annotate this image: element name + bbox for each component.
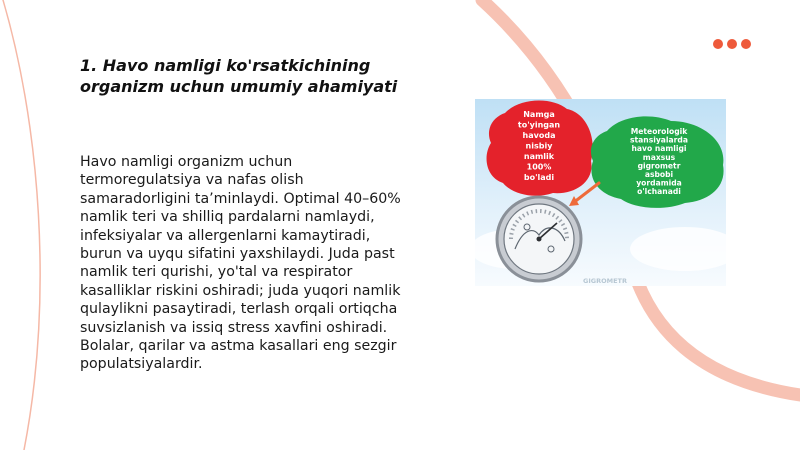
body-line: qulaylikni pasaytiradi, terlash orqali ortiqcha [80, 301, 398, 318]
bubble-line: stansiyalarda [630, 135, 688, 145]
body-line: kasalliklar riskini oshiradi; juda yuqori namlik [80, 282, 401, 299]
body-line: samaradorligini ta’minlaydi. Optimal 40–60% [80, 190, 401, 207]
body-line: Havo namligi organizm uchun [80, 154, 293, 170]
bubble-line: nisbiy [525, 141, 553, 151]
bubble-line: to'yingan [517, 120, 561, 130]
green-bubble-text [630, 127, 688, 196]
body-line: Bolalar, qarilar va astma kasallari eng sezgir [80, 338, 397, 355]
dot [727, 39, 737, 49]
dot [741, 39, 751, 49]
slide-title [80, 55, 440, 97]
dots-icon [713, 39, 751, 49]
body-line: burun va uyqu sifatini yaxshilaydi. Juda past [80, 246, 395, 263]
body-paragraph [80, 153, 450, 374]
bubble-line: bo'ladi [523, 173, 555, 182]
body-line: suvsizlanish va issiq stress xavfini oshiradi. [80, 319, 388, 336]
gauge-icon [497, 197, 581, 281]
dot [713, 39, 723, 49]
bubble-line: Namga [523, 110, 555, 119]
green-speech-bubble [591, 116, 724, 208]
bubble-line: o'lchanadi [637, 187, 681, 197]
body-line: termoregulatsiya va nafas olish [80, 172, 304, 189]
red-speech-bubble [487, 100, 593, 195]
bubble-line: gigrometr [637, 161, 681, 171]
body-line: populatsiyalardir. [80, 356, 203, 373]
body-line: namlik teri qurishi, yo'tal va respirator [80, 264, 353, 281]
bubble-line: Meteorologik [630, 127, 688, 136]
title-line: organizm uchun umumiy ahamiyati [80, 77, 398, 96]
bubble-line: 100% [526, 162, 552, 172]
bubble-line: havoda [522, 131, 556, 140]
illustration-canvas [475, 99, 726, 286]
bubble-line: havo namligi [631, 144, 687, 154]
bubble-line: asbobi [644, 170, 674, 179]
body-line: infeksiyalar va allergenlarni kamaytiradi, [80, 227, 371, 244]
bubble-line: namlik [523, 152, 555, 161]
decorative-arc-left [0, 0, 40, 450]
hygrometer-illustration [475, 99, 726, 286]
body-line: namlik teri va shilliq pardalarni namlaydi, [80, 209, 375, 226]
bubble-line: maxsus [642, 152, 676, 162]
title-line: 1. Havo namligi ko'rsatkichining [80, 56, 371, 75]
bubble-line: yordamida [636, 178, 682, 188]
gauge-caption: GIGROMETR [583, 277, 627, 285]
